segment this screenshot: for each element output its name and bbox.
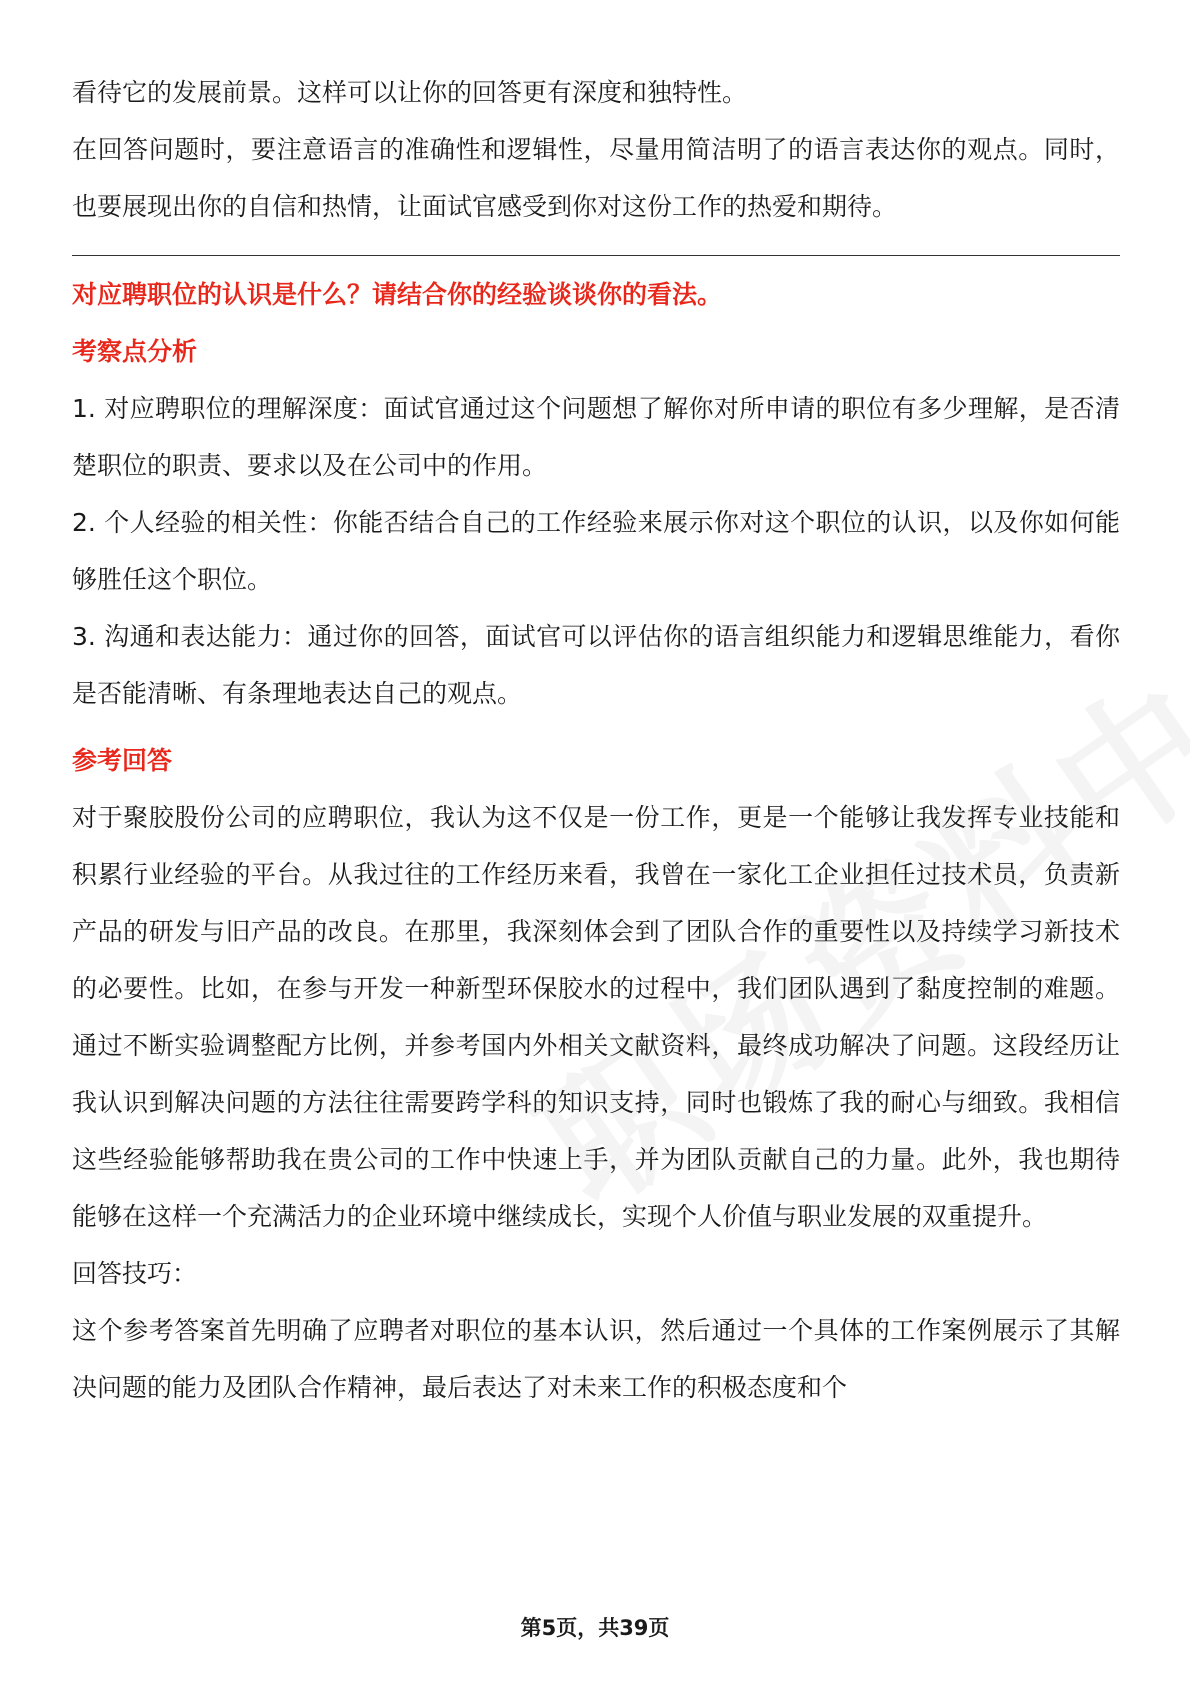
section-divider — [72, 255, 1120, 256]
page-content — [72, 64, 1120, 1416]
analysis-point-3: 3. 沟通和表达能力：通过你的回答，面试官可以评估你的语言组织能力和逻辑思维能力，看你是否能清晰、有条理地表达自己的观点。 — [72, 622, 1120, 708]
tips-label: 回答技巧： — [72, 1259, 198, 1288]
intro-paragraph-2: 在回答问题时，要注意语言的准确性和逻辑性，尽量用简洁明了的语言表达你的观点。同时，也要展现出你的自信和热情，让面试官感受到你对这份工作的热爱和期待。 — [72, 135, 1120, 221]
analysis-heading: 考察点分析 — [72, 337, 198, 366]
reference-answer: 对于聚胶股份公司的应聘职位，我认为这不仅是一份工作，更是一个能够让我发挥专业技能和积累行业经验的平台。从我过往的工作经历来看，我曾在一家化工企业担任过技术员，负责新产品的研发与旧产品的改良。在那里，我深刻体会到了团队合作的重要性以及持续学习新技术的必要性。比如，在参与开发一种新型环保胶水的过程中，我们团队遇到了黏度控制的难题。通过不断实验调整配方比例，并参考国内外相关文献资料，最终成功解决了问题。这段经历让我认识到解决问题的方法往往需要跨学科的知识支持，同时也锻炼了我的耐心与细致。我相信这些经验能够帮助我在贵公司的工作中快速上手，并为团队贡献自己的力量。此外，我也期待能够在这样一个充满活力的企业环境中继续成长，实现个人价值与职业发展的双重提升。 — [72, 803, 1120, 1231]
page-number: 第5页，共39页 — [520, 1616, 670, 1640]
question-title: 对应聘职位的认识是什么？请结合你的经验谈谈你的看法。 — [72, 280, 723, 309]
analysis-point-2: 2. 个人经验的相关性：你能否结合自己的工作经验来展示你对这个职位的认识，以及你如何能够胜任这个职位。 — [72, 508, 1120, 594]
tips-text: 这个参考答案首先明确了应聘者对职位的基本认识，然后通过一个具体的工作案例展示了其解决问题的能力及团队合作精神，最后表达了对未来工作的积极态度和个 — [72, 1316, 1120, 1402]
reference-heading: 参考回答 — [72, 746, 173, 775]
analysis-point-1: 1. 对应聘职位的理解深度：面试官通过这个问题想了解你对所申请的职位有多少理解，是否清楚职位的职责、要求以及在公司中的作用。 — [72, 394, 1120, 480]
intro-paragraph-1: 看待它的发展前景。这样可以让你的回答更有深度和独特性。 — [72, 78, 748, 107]
